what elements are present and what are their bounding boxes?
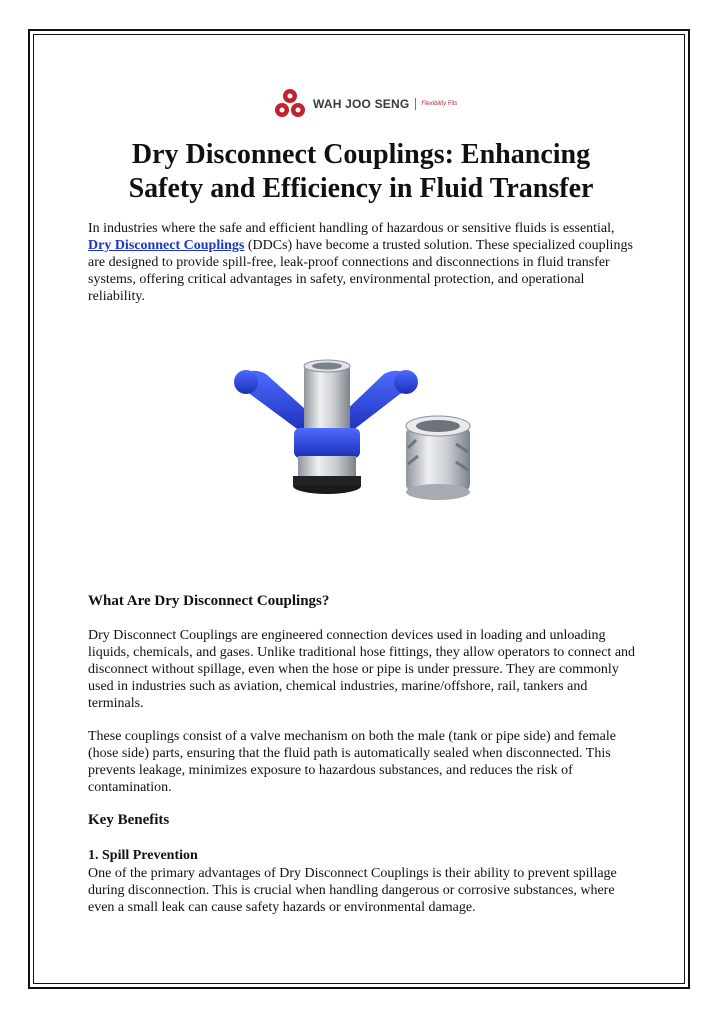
section1-paragraph-2: These couplings consist of a valve mechanism on both the male (tank or pipe side) and female (hose side) parts, ensuring that the fluid path is automatically sealed when disconnected. This prevents leakage, minimizes exposure to hazardous substances, and reduces the risk of contamination.	[88, 729, 616, 795]
logo-separator	[415, 98, 416, 110]
intro-paragraph	[88, 220, 636, 305]
logo-name: WAH JOO SENG	[313, 97, 410, 111]
benefit-1-text: One of the primary advantages of Dry Disconnect Couplings is their ability to prevent spillage during disconnection. This is crucial when handling dangerous or corrosive substances, where even a small leak can cause safety hazards or environmental damage.	[88, 866, 617, 915]
dry-disconnect-coupling-image	[220, 348, 510, 538]
logo-tagline: Flexibility Fits	[421, 101, 458, 107]
wah-joo-seng-logo	[273, 87, 457, 121]
section-heading-what-are: What Are Dry Disconnect Couplings?	[88, 593, 330, 609]
dry-disconnect-couplings-link[interactable]: Dry Disconnect Couplings	[88, 238, 245, 253]
intro-text-after-link: (DDCs) have become a trusted solution. These specialized couplings are designed to provide spill-free, leak-proof connections and disconnections in fluid transfer systems, offering critical advantages in safety, environmental protection, and operational reliability.	[88, 238, 633, 304]
intro-text-before-link: In industries where the safe and efficient handling of hazardous or sensitive fluids is essential,	[88, 221, 615, 236]
benefit-1-title: 1. Spill Prevention	[88, 848, 198, 863]
title-line-2: Safety and Efficiency in Fluid Transfer	[128, 173, 594, 204]
page-title	[88, 138, 634, 206]
section1-paragraph-1: Dry Disconnect Couplings are engineered connection devices used in loading and unloading liquids, chemicals, and gases. Unlike traditional hose fittings, they allow operators to connect and disconnect without spillage, even when the hose or pipe is under pressure. They are commonly used in industries such as aviation, chemical industries, marine/offshore, rail, tankers and terminals.	[88, 628, 636, 711]
section-heading-key-benefits: Key Benefits	[88, 812, 170, 828]
logo-mark-icon	[273, 87, 307, 121]
title-line-1: Dry Disconnect Couplings: Enhancing	[131, 139, 591, 170]
